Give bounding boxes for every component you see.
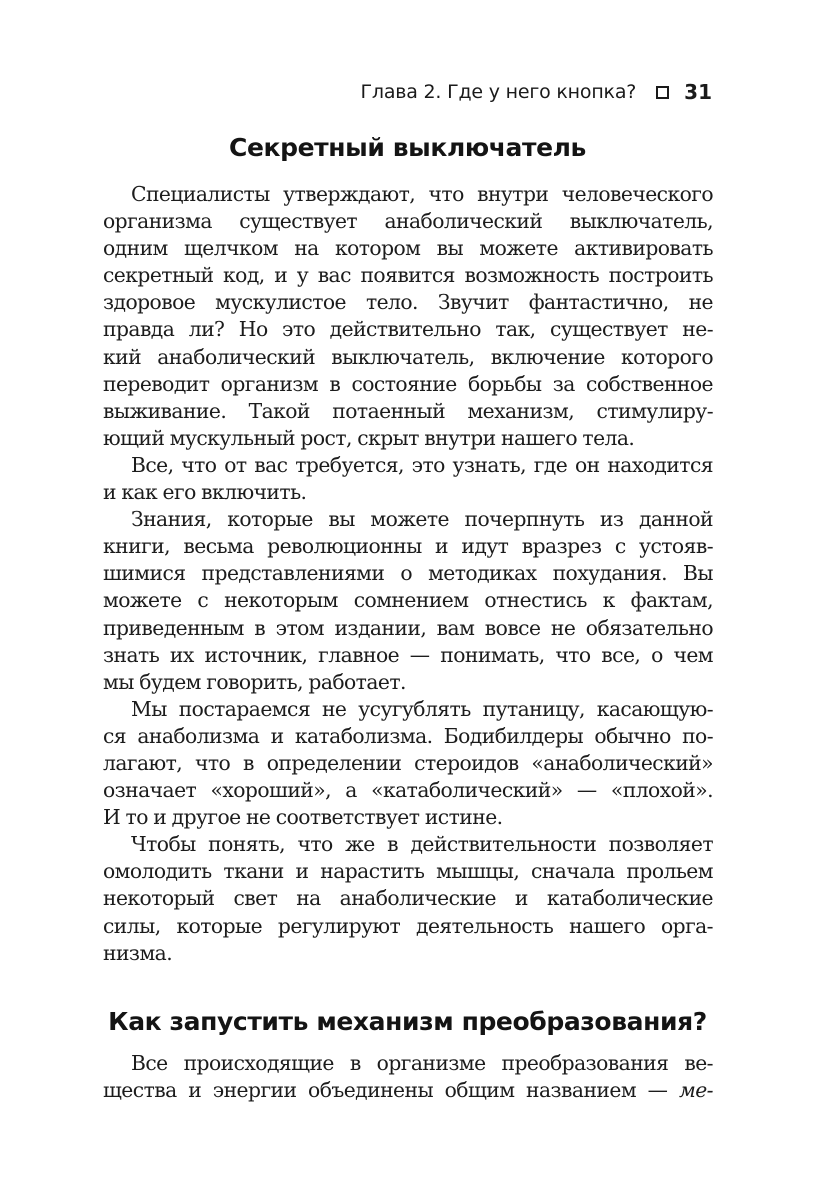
text-line: кий анаболический выключатель, включение которого: [103, 344, 713, 369]
text-line-with-italic: [103, 1077, 713, 1104]
section-body-transformation: [103, 1050, 713, 1104]
square-box-icon: [656, 86, 669, 99]
text-line: выживание. Такой потаенный механизм, стимулиру-: [103, 398, 713, 423]
text-line: Мы постараемся не усугублять путаницу, касающую-: [131, 696, 713, 721]
text-line: И то и другое не соответствует истине.: [103, 805, 503, 830]
text-line: лагают, что в определении стероидов «анаболический»: [103, 750, 713, 775]
text-line: Знания, которые вы можете почерпнуть из данной: [131, 507, 713, 532]
running-header: [360, 80, 712, 104]
text-line: Специалисты утверждают, что внутри человеческого: [131, 182, 713, 206]
text-run: щества и энергии объединены общим названием —: [103, 1078, 679, 1103]
text-line: омолодить ткани и нарастить мышцы, сначала прольем: [103, 859, 713, 884]
text-line: можете с некоторым сомнением отнестись к фактам,: [103, 588, 713, 613]
text-line: одним щелчком на котором вы можете активировать: [103, 236, 713, 261]
italic-term: ме-: [678, 1078, 713, 1103]
text-line: приведенным в этом издании, вам вовсе не обязательно: [103, 615, 713, 640]
text-line: ся анаболизма и катаболизма. Бодибилдеры обычно по-: [103, 723, 713, 748]
text-line: переводит организм в состояние борьбы за собственное: [103, 371, 713, 396]
page-number: 31: [684, 80, 712, 104]
text-line: правда ли? Но это действительно так, существует не-: [103, 317, 713, 342]
text-line: мы будем говорить, работает.: [103, 669, 406, 694]
text-line: секретный код, и у вас появится возможность построить: [103, 263, 713, 288]
text-line: книги, весьма революционны и идут вразрез с устояв-: [103, 534, 713, 559]
section-body-secret-switch: [103, 181, 713, 967]
text-line: организма существует анаболический выключатель,: [103, 209, 713, 234]
text-line: знать их источник, главное — понимать, что все, о чем: [103, 642, 713, 667]
text-line: некоторый свет на анаболические и катаболические: [103, 886, 713, 911]
text-line: силы, которые регулируют деятельность нашего орга-: [103, 913, 713, 938]
text-line: ющий мускульный рост, скрыт внутри нашего тела.: [103, 425, 635, 450]
section-heading-secret-switch: Секретный выключатель: [229, 133, 586, 162]
text-line: здоровое мускулистое тело. Звучит фантастично, не: [103, 290, 713, 315]
text-line: Все, что от вас требуется, это узнать, где он находится: [131, 452, 713, 477]
chapter-title: Глава 2. Где у него кнопка?: [360, 81, 637, 103]
text-line: низма.: [103, 940, 173, 965]
text-line: и как его включить.: [103, 480, 307, 505]
section-heading-transformation: Как запустить механизм преобразования?: [108, 1007, 707, 1036]
text-line: шимися представлениями о методиках похудания. Вы: [103, 561, 713, 586]
text-line: означает «хороший», а «катаболический» — «плохой».: [103, 778, 713, 803]
text-line: Чтобы понять, что же в действительности позволяет: [131, 832, 713, 857]
text-line: Все происходящие в организме преобразования ве-: [131, 1051, 713, 1075]
